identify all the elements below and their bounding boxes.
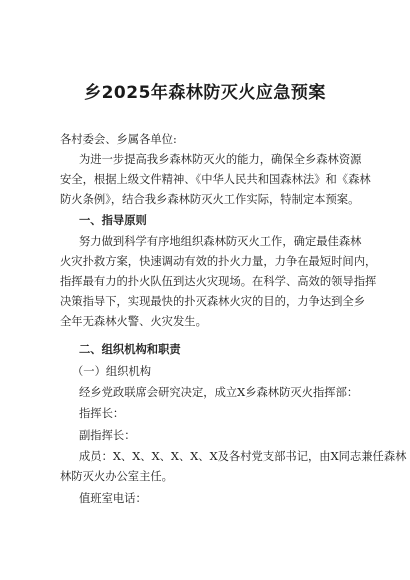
- org-decision-line: 经乡党政联席会研究决定，成立X乡森林防灭火指挥部：: [79, 386, 359, 399]
- commander-line: 指挥长：: [79, 407, 125, 420]
- duty-phone-line: 值班室电话：: [79, 492, 147, 505]
- subsection-heading-org: （一）组织机构: [72, 365, 152, 378]
- principles-line-3: 指挥最有力的扑火队伍到达火灾现场。在科学、高效的领导指挥: [60, 275, 377, 288]
- section-heading-organization: 二、组织机构和职责: [79, 343, 181, 356]
- document-title: 乡2025年森林防灭火应急预案: [84, 83, 326, 103]
- deputy-commander-line: 副指挥长：: [79, 429, 136, 442]
- intro-line-2: 安全，根据上级文件精神、《中华人民共和国森林法》和《森林: [60, 173, 371, 186]
- intro-line-3: 防火条例》，结合我乡森林防灭火工作实际，特制定本预案。: [60, 193, 360, 206]
- members-line-2: 林防灭火办公室主任。: [60, 470, 173, 483]
- section-heading-principles: 一、指导原则: [79, 214, 147, 227]
- principles-line-4: 决策指导下，实现最快的扑灭森林火灾的目的，力争达到全乡: [60, 295, 366, 308]
- intro-line-1: 为进一步提高我乡森林防灭火的能力，确保全乡森林资源: [79, 153, 362, 166]
- principles-line-2: 火灾扑救方案，快速调动有效的扑火力量，力争在最短时间内，: [60, 255, 377, 268]
- salutation: 各村委会、乡属各单位:: [60, 133, 177, 146]
- principles-line-1: 努力做到科学有序地组织森林防灭火工作，确定最佳森林: [79, 235, 362, 248]
- members-line-1: 成员：X、X、X、X、X、X及各村党支部书记，由X同志兼任森林: [79, 450, 407, 463]
- principles-line-5: 全年无森林火警、火灾发生。: [60, 315, 207, 328]
